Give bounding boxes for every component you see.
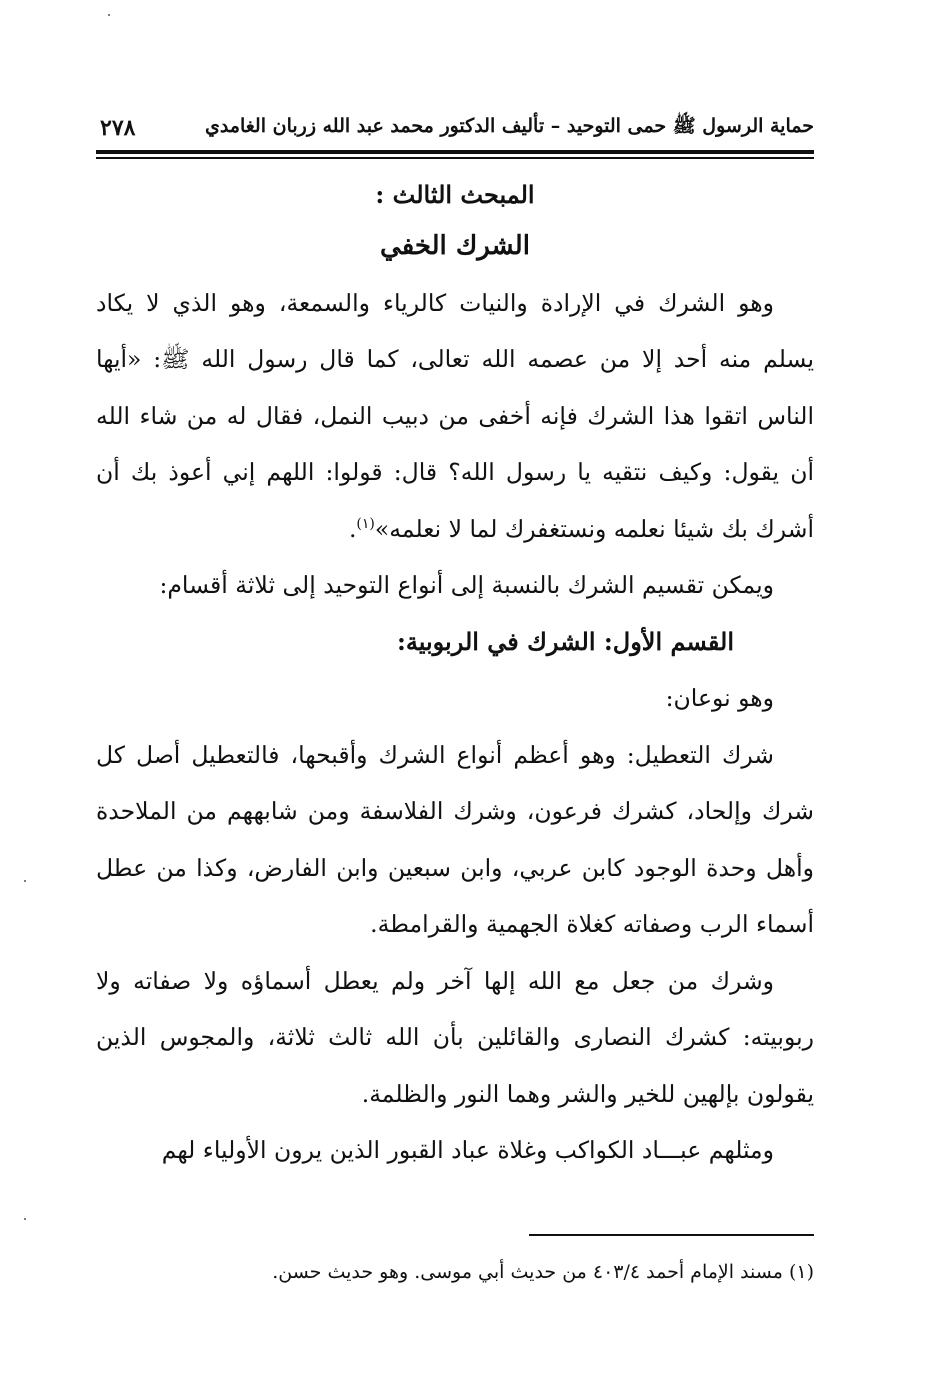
scan-speck (108, 14, 110, 16)
section-title: المبحث الثالث : (375, 179, 535, 209)
footnote-rule (529, 1234, 814, 1236)
main-text (96, 275, 814, 1179)
paragraph-2: ويمكن تقسيم الشرك بالنسبة إلى أنواع التوحيد إلى ثلاثة أقسام: (159, 571, 774, 599)
header-title: حماية الرسول ﷺ حمى التوحيد – تأليف الدكتور محمد عبد الله زربان الغامدي (204, 115, 814, 137)
page-number: ٢٧٨ (100, 115, 136, 141)
scan-speck (24, 880, 26, 882)
paragraph-4: شرك التعطيل: وهو أعظم أنواع الشرك وأقبحها، فالتعطيل أصل كل شرك وإلحاد، كشرك فرعون، وشرك الفلاسفة ومن شابههم من الملاحدة وأهل وحدة الوجود كابن عربي، وابن سبعين وابن الفارض، وكذا من عطل أسماء الرب وصفاته كغلاة الجهمية والقرامطة. (96, 740, 814, 938)
paragraph-3: وهو نوعان: (665, 684, 774, 712)
footnote-reference: (١) (356, 515, 375, 532)
paragraph-5: وشرك من جعل مع الله إلها آخر ولم يعطل أسماؤه ولا صفاته ولا ربوبيته: كشرك النصارى والقائلين بأن الله ثالث ثلاثة، والمجوس الذين يقولون بإلهين للخير والشر وهما النور والظلمة. (96, 966, 814, 1108)
running-header (96, 108, 814, 148)
book-page (96, 108, 814, 1308)
paragraph-1-end: . (348, 514, 357, 543)
footnote: (١) مسند الإمام أحمد ٤٠٣/٤ من حديث أبي موسى. وهو حديث حسن. (272, 1261, 814, 1283)
header-rule-thin (96, 157, 814, 159)
header-rule-thick (96, 150, 814, 154)
section-subtitle: الشرك الخفي (380, 230, 530, 261)
paragraph-1-text: وهو الشرك في الإرادة والنيات كالرياء والسمعة، وهو الذي لا يكاد يسلم منه أحد إلا من عصمه الله تعالى، كما قال رسول الله ﷺ: «أيها الناس اتقوا هذا الشرك فإنه أخفى من دبيب النمل، فقال له من شاء الله أن يقول: وكيف نتقيه يا رسول الله؟ قال: قولوا: اللهم إني أعوذ بك أن أشرك بك شيئا نعلمه ونستغفرك لما لا نعلمه» (96, 288, 814, 543)
paragraph-1 (96, 275, 814, 558)
paragraph-6: ومثلهم عبـــاد الكواكب وغلاة عباد القبور الذين يرون الأولياء لهم (161, 1136, 774, 1164)
scan-speck (24, 1218, 26, 1220)
subheading-first-section: القسم الأول: الشرك في الربوبية: (396, 626, 734, 656)
